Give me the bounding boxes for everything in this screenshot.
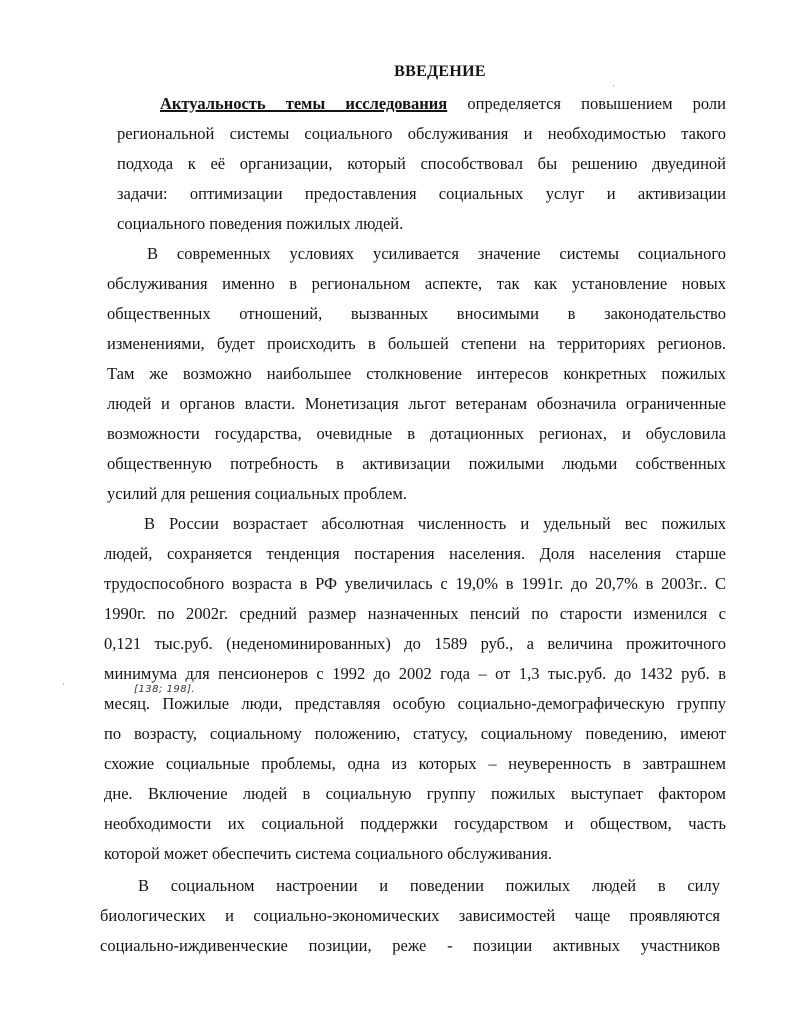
paragraph-2-line-9: усилий для решения социальных проблем. bbox=[107, 484, 407, 503]
scan-speck: · bbox=[62, 680, 65, 690]
paragraph-3-line-4: 1990г. по 2002г. средний размер назначенных пенсий по старости изменился с bbox=[104, 604, 726, 623]
paragraph-1-line-1: Актуальность темы исследования определяется повышением роли bbox=[160, 94, 726, 113]
page-title: ВВЕДЕНИЕ bbox=[394, 63, 486, 80]
paragraph-3-line-6: минимума для пенсионеров с 1992 до 2002 года – от 1,3 тыс.руб. до 1432 руб. в bbox=[104, 664, 726, 683]
paragraph-3-line-9: схожие социальные проблемы, одна из которых – неуверенность в завтрашнем bbox=[104, 754, 726, 773]
paragraph-2-line-6: людей и органов власти. Монетизация льгот ветеранам обозначила ограниченные bbox=[107, 394, 726, 413]
handwritten-citation-note: [138; 198]. bbox=[134, 684, 196, 695]
paragraph-1-line-2: региональной системы социального обслуживания и необходимостью такого bbox=[117, 124, 726, 143]
paragraph-1-line-3: подхода к её организации, который способствовал бы решению двуединой bbox=[117, 154, 726, 173]
paragraph-3-line-11: необходимости их социальной поддержки государством и обществом, часть bbox=[104, 814, 726, 833]
paragraph-2-line-4: изменениями, будет происходить в большей степени на территориях регионов. bbox=[107, 334, 726, 353]
paragraph-3-line-10: дне. Включение людей в социальную группу пожилых выступает фактором bbox=[104, 784, 726, 803]
paragraph-3-line-3: трудоспособного возраста в РФ увеличилась с 19,0% в 1991г. до 20,7% в 2003г.. С bbox=[104, 574, 726, 593]
underlined-lead-phrase: Актуальность темы исследования bbox=[160, 94, 448, 113]
paragraph-3-line-12: которой может обеспечить система социального обслуживания. bbox=[104, 844, 553, 863]
paragraph-3-line-8: по возрасту, социальному положению, статусу, социальному поведению, имеют bbox=[104, 724, 726, 743]
paragraph-2-line-3: общественных отношений, вызванных вносимыми в законодательство bbox=[107, 304, 726, 323]
paragraph-1-line-5: социального поведения пожилых людей. bbox=[117, 214, 404, 233]
paragraph-3-line-1: В России возрастает абсолютная численность и удельный вес пожилых bbox=[144, 514, 726, 533]
paragraph-4-line-2: биологических и социально-экономических зависимостей чаще проявляются bbox=[100, 906, 720, 925]
paragraph-2-line-1: В современных условиях усиливается значение системы социального bbox=[147, 244, 726, 263]
paragraph-2-line-7: возможности государства, очевидные в дотационных регионах, и обусловила bbox=[107, 424, 726, 443]
paragraph-2-line-2: обслуживания именно в региональном аспекте, так как установление новых bbox=[107, 274, 726, 293]
scan-speck: · bbox=[612, 82, 615, 92]
paragraph-2-line-8: общественную потребность в активизации пожилыми людьми собственных bbox=[107, 454, 726, 473]
paragraph-3-line-5: 0,121 тыс.руб. (неденоминированных) до 1589 руб., а величина прожиточного bbox=[104, 634, 726, 653]
paragraph-1-line-4: задачи: оптимизации предоставления социальных услуг и активизации bbox=[117, 184, 726, 203]
paragraph-3-line-2: людей, сохраняется тенденция постарения населения. Доля населения старше bbox=[104, 544, 726, 563]
paragraph-2-line-5: Там же возможно наибольшее столкновение интересов конкретных пожилых bbox=[107, 364, 726, 383]
paragraph-4-line-1: В социальном настроении и поведении пожилых людей в силу bbox=[138, 876, 720, 895]
paragraph-4-line-3: социально-иждивенческие позиции, реже - позиции активных участников bbox=[100, 936, 720, 955]
paragraph-3-line-7: месяц. Пожилые люди, представляя особую социально-демографическую группу bbox=[104, 694, 726, 713]
